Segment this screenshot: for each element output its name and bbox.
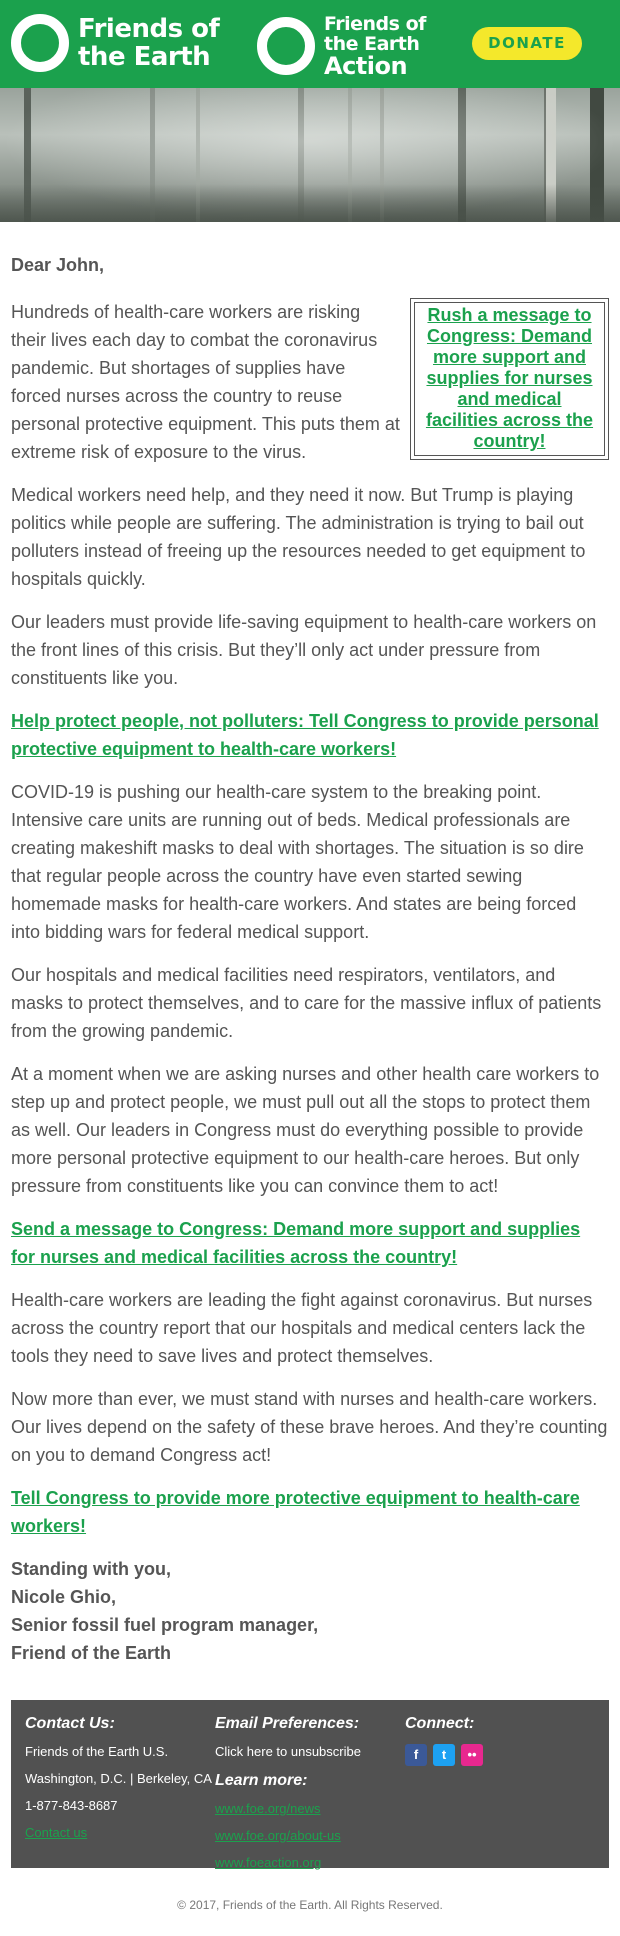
email-header: [0, 0, 620, 88]
sidebar-cta-box: [410, 298, 609, 460]
contact-us-link[interactable]: Contact us: [25, 1825, 88, 1840]
facebook-icon[interactable]: f: [405, 1744, 427, 1766]
email-body: [0, 254, 620, 1667]
logo-text-line: Friends of: [324, 13, 426, 35]
footer-heading: Learn more:: [215, 1772, 308, 1789]
hero-forest-image: [0, 88, 620, 222]
logo-text-line: Action: [324, 52, 408, 80]
learn-more-link[interactable]: www.foe.org/news: [215, 1801, 321, 1816]
action-link[interactable]: Help protect people, not polluters: Tell Congress to provide personal protective equipment to health-care workers!: [11, 711, 599, 759]
sidebar-cta-link[interactable]: Rush a message to Congress: Demand more support and supplies for nurses and medical facilities across the country!: [425, 305, 594, 451]
twitter-icon[interactable]: t: [433, 1744, 455, 1766]
paragraph: Now more than ever, we must stand with nurses and health-care workers. Our lives depend on the safety of these brave heroes. And they’re counting on you to demand Congress act!: [11, 1389, 608, 1465]
paragraph: At a moment when we are asking nurses and other health care workers to step up and protect people, we must pull out all the stops to protect them as well. Our leaders in Congress must do everything possible to provide more personal protective equipment to our health-care heroes. But only pressure from constituents like you can convince them to act!: [11, 1064, 600, 1196]
org-phone: 1-877-843-8687: [25, 1798, 118, 1813]
footer-heading: Contact Us:: [25, 1715, 115, 1732]
footer: [11, 1700, 609, 1868]
footer-heading: Email Preferences:: [215, 1715, 360, 1732]
learn-more-link[interactable]: www.foe.org/about-us: [215, 1828, 341, 1843]
ring-logo-icon: [257, 17, 315, 75]
footer-contact-column: [25, 1714, 215, 1868]
foe-logo[interactable]: [11, 14, 228, 72]
signoff-line: Standing with you,: [11, 1559, 171, 1579]
action-link[interactable]: Tell Congress to provide more protective equipment to health-care workers!: [11, 1488, 580, 1536]
paragraph: Health-care workers are leading the fight against coronavirus. But nurses across the country report that our hospitals and medical centers lack the tools they need to save lives and protect themselves.: [11, 1290, 593, 1366]
org-location: Washington, D.C. | Berkeley, CA: [25, 1771, 212, 1786]
footer-heading: Connect:: [405, 1715, 475, 1732]
paragraph: Hundreds of health-care workers are risking their lives each day to combat the coronavirus pandemic. But shortages of supplies have forced nurses across the country to reuse personal protective equipment. This puts them at extreme risk of exposure to the virus.: [11, 302, 400, 462]
paragraph: Medical workers need help, and they need it now. But Trump is playing politics while people are suffering. The administration is trying to bail out polluters instead of freeing up the resources needed to get equipment to hospitals quickly.: [11, 485, 586, 589]
logo-text-line: the Earth: [324, 33, 420, 55]
action-link[interactable]: Send a message to Congress: Demand more support and supplies for nurses and medical facilities across the country!: [11, 1219, 581, 1267]
signer-name: Nicole Ghio,: [11, 1587, 117, 1607]
paragraph: COVID-19 is pushing our health-care system to the breaking point. Intensive care units are running out of beds. Medical professionals are creating makeshift masks to deal with shortages. The situation is so dire that regular people across the country have even started sewing homemade masks for health-care workers. And states are being forced into bidding wars for federal medical support.: [11, 782, 584, 942]
signer-title: Senior fossil fuel program manager,: [11, 1615, 319, 1635]
signature: [11, 1555, 609, 1667]
learn-more-link[interactable]: www.foeaction.org: [215, 1855, 322, 1870]
social-icons: [405, 1744, 595, 1766]
logo-text-line: Friends of: [78, 14, 220, 44]
donate-button[interactable]: DONATE: [472, 27, 582, 60]
paragraph: Our hospitals and medical facilities need respirators, ventilators, and masks to protect themselves, and to care for the massive influx of patients from the growing pandemic.: [11, 965, 602, 1041]
copyright: © 2017, Friends of the Earth. All Rights Reserved.: [177, 1898, 443, 1912]
logo-text-line: the Earth: [78, 42, 211, 72]
footer-preferences-column: [215, 1714, 405, 1868]
signer-org: Friend of the Earth: [11, 1643, 172, 1663]
org-name: Friends of the Earth U.S.: [25, 1744, 169, 1759]
unsubscribe-link[interactable]: Click here to unsubscribe: [215, 1744, 361, 1759]
foe-action-logo[interactable]: [257, 14, 464, 78]
footer-connect-column: [405, 1714, 595, 1868]
paragraph: Our leaders must provide life-saving equipment to health-care workers on the front lines of this crisis. But they’ll only act under pressure from constituents like you.: [11, 612, 597, 688]
greeting: Dear John,: [11, 255, 105, 275]
ring-logo-icon: [11, 14, 69, 72]
flickr-icon[interactable]: ••: [461, 1744, 483, 1766]
